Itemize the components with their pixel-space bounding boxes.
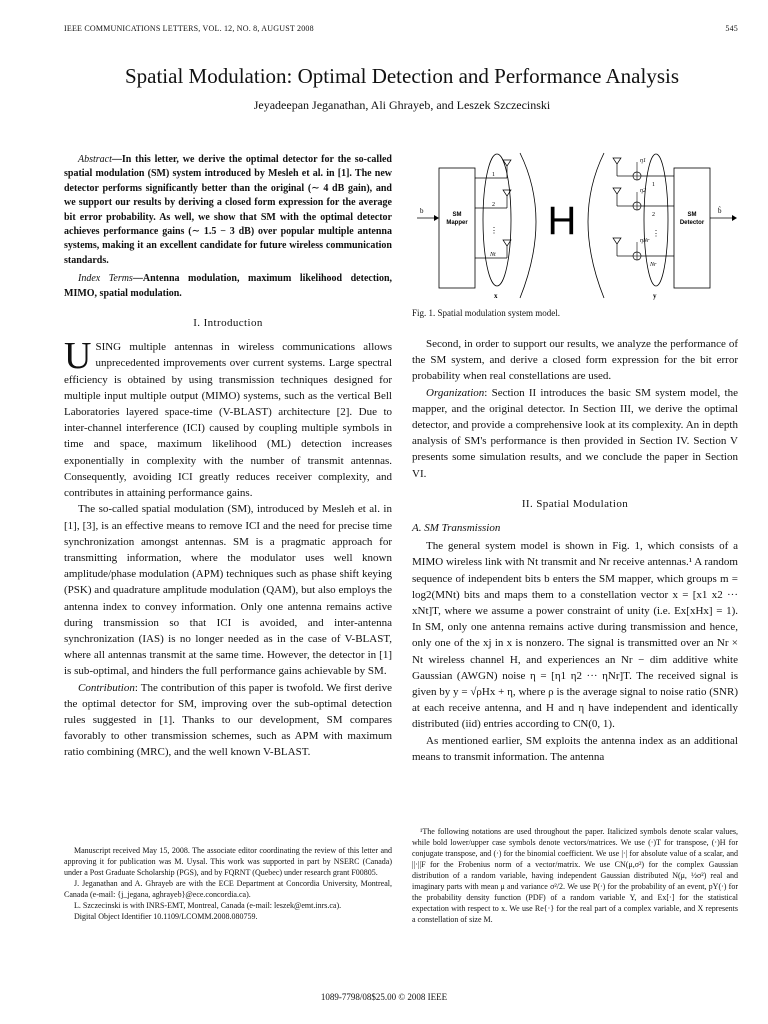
- subsection-heading-sm-transmission: A. SM Transmission: [412, 522, 501, 535]
- tx-index-n: Nt: [490, 252, 496, 258]
- abstract-lead: Abstract: [78, 154, 112, 165]
- abstract-text: —In this letter, we derive the optimal detector for the so-called spatial modulation (SM) system introduced by Mesleh et al. in [1]. The new detector performs significantly better than the original (∼ 4 dB gain), and we support our results by deriving a closed form expression for the average bit error probability. As well, we show that SM with the optimal detector achieves performance gains (∼ 1.5 − 3 dB) over popular multiple antenna systems, making it an excellent candidate for future wireless communication standards.: [64, 154, 392, 266]
- channel-right-curve: [588, 153, 604, 298]
- organization-paragraph: [412, 385, 738, 482]
- sm-paragraph-2: As mentioned earlier, SM exploits the antenna index as an additional means to transmit information. The antenna: [412, 734, 738, 763]
- contribution-text: : The contribution of this paper is twofold. We first derive the optimal detector for SM, improving over the sub-optimal detection rules suggested in [1]. Thanks to our development, SM compares favorably to other transmission schemes, such as APM with maximum ratio combining (MRC), and the well known V-BLAST.: [64, 681, 392, 759]
- tx-vector-label: x: [494, 292, 498, 300]
- section-heading-introduction: I. Introduction: [193, 317, 263, 330]
- mapper-label-2: Mapper: [446, 220, 468, 226]
- running-header: [64, 24, 738, 38]
- sm-detector-box: [674, 168, 710, 288]
- footnotes-left: [64, 845, 392, 922]
- mapper-label-1: SM: [452, 212, 462, 218]
- rx-vector-label: y: [653, 292, 657, 300]
- right-paragraph-1: Second, in order to support our results, we analyze the performance of the SM system, and derive a closed form expression for the bit error probability when real constellations are used.: [412, 338, 738, 383]
- rx-antenna-1: [613, 158, 621, 176]
- affiliation-note-2: L. Szczecinski is with INRS-EMT, Montreal, Canada (e-mail: leszek@emt.inrs.ca).: [74, 901, 342, 910]
- intro-paragraph-2: The so-called spatial modulation (SM), introduced by Mesleh et al. in [1], [3], is an effective means to remove ICI and the need for precise time synchronization amongst antennas. SM is a pragmatic approach for transmitting information, where the modulator uses well known amplitude/phase modulation (APM) techniques such as phase shift keying (PSK) and quadrature amplitude modulation (QAM), but also employs the antenna index to convey information. Only one antenna remains active during transmission so that ICI is avoided, and inter-antenna synchronization (IAS) is no longer needed as in the case of V-BLAST, where all antennas transmit at the same time. However, the detector in [1] is sub-optimal, and hinders the full performance gains achievable by SM.: [64, 503, 392, 678]
- organization-text: : Section II introduces the basic SM system model, the mapper, and the original detector. In Section III, we derive the optimal detector, and provide a comprehensive look at its complexity. An in depth analysis of SM's performance is then provided in Section IV. Section V presents some simulation results, and we conclude the paper in Section VI.: [412, 386, 738, 480]
- rx-antenna-n: [613, 238, 621, 256]
- manuscript-note: Manuscript received May 15, 2008. The associate editor coordinating the review of this letter and approving it for publication was M. Uysal. This work was supported in part by NSERC (Canada) under a Post Graduate Scholarship (PGS), and by FQRNT (Quebec) under research grant F00805.: [64, 846, 392, 877]
- footnotes-right: [412, 825, 738, 925]
- noise-label-2: η2: [640, 188, 646, 194]
- index-terms: [64, 272, 392, 301]
- system-model-figure: [412, 148, 742, 308]
- contribution-lead: Contribution: [78, 681, 135, 694]
- index-terms-text: —Antenna modulation, maximum likelihood detection, MIMO, spatial modulation.: [64, 273, 393, 299]
- figure-caption: Fig. 1. Spatial modulation system model.: [412, 308, 560, 318]
- tx-index-1: 1: [492, 172, 495, 178]
- paper-title: Spatial Modulation: Optimal Detection and Performance Analysis: [124, 64, 680, 88]
- intro-paragraph-1-text: SING multiple antennas in wireless communications allows unprecedented improvements over current systems. Large spectral efficiency is obtained by using transmission techniques designed for multiple input multiple output (MIMO) systems, such as the vertical Bell Laboratories layered space-time (V-BLAST) architecture [2]. Due to inter-channel interference (ICI) caused by coupling multiple symbols in time and space, maximum likelihood (ML) detection increases exponentially in complexity with the number of transmit antennas. Consequently, avoiding ICI greatly reduces receiver complexity, and contributes in attaining performance gains.: [64, 341, 392, 500]
- tx-dots: ⋮: [490, 226, 498, 235]
- left-column: [64, 153, 392, 761]
- paper-authors: Jeyadeepan Jeganathan, Ali Ghrayeb, and Leszek Szczecinski: [253, 98, 551, 112]
- noise-label-n: ηNr: [640, 238, 650, 244]
- rx-index-2: 2: [652, 212, 655, 218]
- channel-label: H: [547, 199, 577, 243]
- tx-index-2: 2: [492, 202, 495, 208]
- tx-vector-ellipse: [483, 154, 511, 286]
- intro-paragraph-1: [64, 335, 392, 501]
- contribution-paragraph: [64, 680, 392, 761]
- noise-label-1: η1: [640, 158, 646, 164]
- detector-label-2: Detector: [679, 220, 705, 226]
- affiliation-note-1: J. Jeganathan and A. Ghrayeb are with the ECE Department at Concordia University, Montreal, Canada (e-mail: {j_jegana, aghrayeb}@ece.concordia.ca).: [64, 879, 392, 899]
- channel-left-curve: [520, 153, 536, 298]
- right-column: [412, 336, 738, 765]
- abstract: [64, 153, 392, 268]
- index-terms-lead: Index Terms: [78, 273, 133, 285]
- rx-index-1: 1: [652, 182, 655, 188]
- copyright-footer: 1089-7798/08$25.00 © 2008 IEEE: [320, 992, 448, 1002]
- notation-footnote: ¹The following notations are used throughout the paper. Italicized symbols denote scalar values, while bold lower/upper case symbols denote vectors/matrices. We use (·)T for transpose, (·)H for conjugate transpose, and (·) for the binomial coefficient. We use |·| for absolute value of a scalar, and ||·||F for the Frobenius norm of a vector/matrix. We use CN(μ,σ²) for the complex Gaussian distribution of a random variable, having independent Gaussian distributed N(μ, ½σ²) real and imaginary parts with mean μ and variance σ²/2. We use P(·) for the probability of an event, pY(·) for the probability density function (PDF) of a random variable Y, and Ex[·] for the statistical expectation with respect to x. We use Re{·} for the real part of a complex variable, and X represents a constellation of size M.: [412, 827, 738, 924]
- drop-cap: U: [64, 335, 92, 378]
- output-label: b̂: [718, 207, 722, 215]
- detector-label-1: SM: [687, 212, 697, 218]
- section-heading-spatial-modulation: II. Spatial Modulation: [521, 497, 629, 510]
- doi-note: Digital Object Identifier 10.1109/LCOMM.2008.080759.: [74, 912, 258, 921]
- input-label: b: [420, 207, 424, 215]
- output-arrowhead: [732, 215, 737, 221]
- page-number: 545: [725, 24, 738, 33]
- rx-index-n: Nr: [650, 262, 657, 268]
- journal-name: IEEE COMMUNICATIONS LETTERS, VOL. 12, NO. 8, AUGUST 2008: [64, 24, 314, 33]
- sm-mapper-box: [439, 168, 475, 288]
- input-arrowhead: [434, 215, 439, 221]
- rx-dots: ⋮: [652, 229, 660, 238]
- rx-antenna-2: [613, 188, 621, 206]
- organization-lead: Organization: [426, 386, 485, 399]
- sm-paragraph-1: The general system model is shown in Fig. 1, which consists of a MIMO wireless link with Nt transmit and Nr receive antennas.¹ A random sequence of independent bits b enters the SM mapper, which groups m = log2(MNt) bits and maps them to a constellation vector x = [x1 x2 ··· xNt]T, where we assume a power constraint of unity (i.e. Ex[xHx] = 1). In SM, only one antenna remains active during transmission and hence, only one of the xj in x is nonzero. The signal is transmitted over an Nr × Nt wireless channel H, and experiences an Nr − dim additive white Gaussian (AWGN) noise η = [η1 η2 ··· ηNr]T. The received signal is given by y = √ρHx + η, where ρ is the average signal to noise ratio (SNR) at each receive antenna, and H and η have independent and identically distributed (iid) entries according to CN(0, 1).: [412, 540, 738, 731]
